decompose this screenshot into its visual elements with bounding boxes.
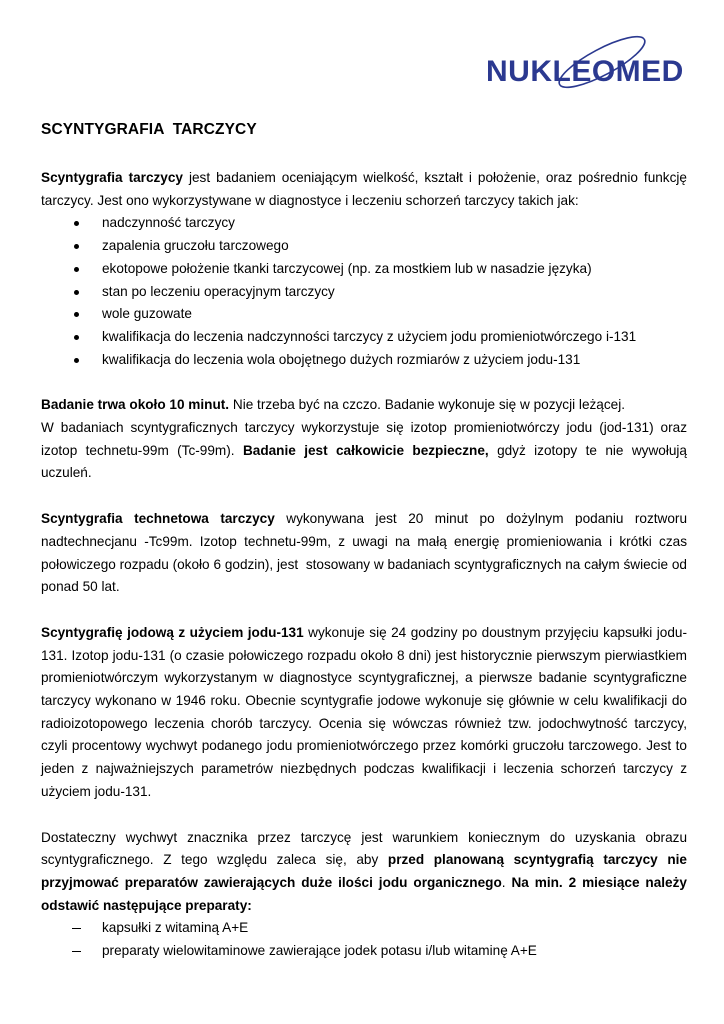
spacer <box>41 804 687 827</box>
technetium-bold: Scyntygrafia technetowa tarczycy <box>41 511 275 527</box>
isotopes-text: W badaniach scyntygraficznych tarczycy wykorzystuje się izotop promieniotwórczy jodu (jod-131) oraz izotop technetu-99m (Tc-99m). <box>41 420 687 458</box>
preparation-paragraph <box>41 827 687 918</box>
logo-graphic <box>484 34 704 94</box>
indications-list <box>41 212 687 371</box>
spacer <box>41 371 687 394</box>
preparation-bold: przed planowaną scyntygrafią tarczycy nie przyjmować preparatów zawierających duże ilości jodu organicznego <box>41 852 687 890</box>
iodine-paragraph <box>41 622 687 804</box>
nukleomed-logo <box>484 34 704 94</box>
isotopes-paragraph <box>41 417 687 485</box>
page-title: SCYNTYGRAFIA TARCZYCY <box>41 121 257 138</box>
list-item: preparaty wielowitaminowe zawierające jodek potasu i/lub witaminę A+E <box>41 940 687 963</box>
list-item: wole guzowate <box>41 303 687 326</box>
safety-bold: Badanie jest całkowicie bezpieczne, <box>242 442 489 458</box>
safety-text: gdyż izotopy te nie wywołują uczuleń. <box>41 442 687 481</box>
list-item: ekotopowe położenie tkanki tarczycowej (np. za mostkiem lub w nasadzie języka) <box>41 258 687 281</box>
duration-text: Nie trzeba być na czczo. Badanie wykonuje się w pozycji leżącej. <box>229 397 626 413</box>
list-item: kwalifikacja do leczenia wola obojętnego dużych rozmiarów z użyciem jodu-131 <box>41 349 687 372</box>
list-item: kwalifikacja do leczenia nadczynności tarczycy z użyciem jodu promieniotwórczego i-131 <box>41 326 687 349</box>
iodine-bold: Scyntygrafię jodową z użyciem jodu-131 <box>41 624 304 640</box>
technetium-text: wykonywana jest 20 minut po dożylnym podaniu roztworu nadtechnecjanu -Tc99m. Izotop technetu-99m, z uwagi na małą energię promieniowania i krótki czas połowiczego rozpadu (około 6 godzin), jest stosowany w badaniach scyntygraficznych na całym świecie od ponad 50 lat. <box>41 511 691 595</box>
preparations-list <box>41 917 687 962</box>
intro-bold: Scyntygrafia tarczycy <box>41 170 183 185</box>
list-item: nadczynność tarczycy <box>41 212 687 235</box>
spacer <box>41 485 687 508</box>
technetium-paragraph <box>41 508 691 599</box>
iodine-text: wykonuje się 24 godziny po doustnym przyjęciu kapsułki jodu-131. Izotop jodu-131 (o czasie połowiczego rozpadu około 8 dni) jest historycznie pierwszym pierwiastkiem promieniotwórczym wykorzystanym w diagnostyce scyntygraficznej, a pierwsze badanie scyntygraficzne tarczycy wykonano w 1946 roku. Obecnie scyntygrafie jodowe wykonuje się głównie w celu kwalifikacji do radioizotopowego leczenia chorób tarczycy. Ocenia się wówczas również tzw. jodochwytność tarczycy, czyli procentowy wychwyt podanego jodu promieniotwórczego przez komórki gruczołu tarczowego. Jest to jeden z najważniejszych parametrów niezbędnych podczas kwalifikacji i leczenia schorzeń tarczycy z użyciem jodu-131. <box>41 624 687 799</box>
logo-text: NUKLEOMED <box>486 55 684 88</box>
list-item: zapalenia gruczołu tarczowego <box>41 235 687 258</box>
duration-bold: Badanie trwa około 10 minut. <box>41 397 230 413</box>
duration-paragraph <box>41 394 687 417</box>
intro-paragraph <box>41 167 687 212</box>
preparation-bold-2: Na min. 2 miesiące należy odstawić następujące preparaty: <box>41 874 687 913</box>
intro-text: jest badaniem oceniającym wielkość, kształt i położenie, oraz pośrednio funkcję tarczycy. Jest ono wykorzystywane w diagnostyce i leczeniu schorzeń tarczycy takich jak: <box>41 170 687 208</box>
document-body <box>41 118 691 963</box>
list-item: stan po leczeniu operacyjnym tarczycy <box>41 281 687 304</box>
preparation-text: Dostateczny wychwyt znacznika przez tarczycę jest warunkiem koniecznym do uzyskania obrazu scyntygraficznego. Z tego względu zaleca się, aby <box>41 829 687 868</box>
list-item: kapsułki z witaminą A+E <box>41 917 687 940</box>
spacer <box>41 599 687 622</box>
preparation-text-2: . <box>501 874 512 890</box>
